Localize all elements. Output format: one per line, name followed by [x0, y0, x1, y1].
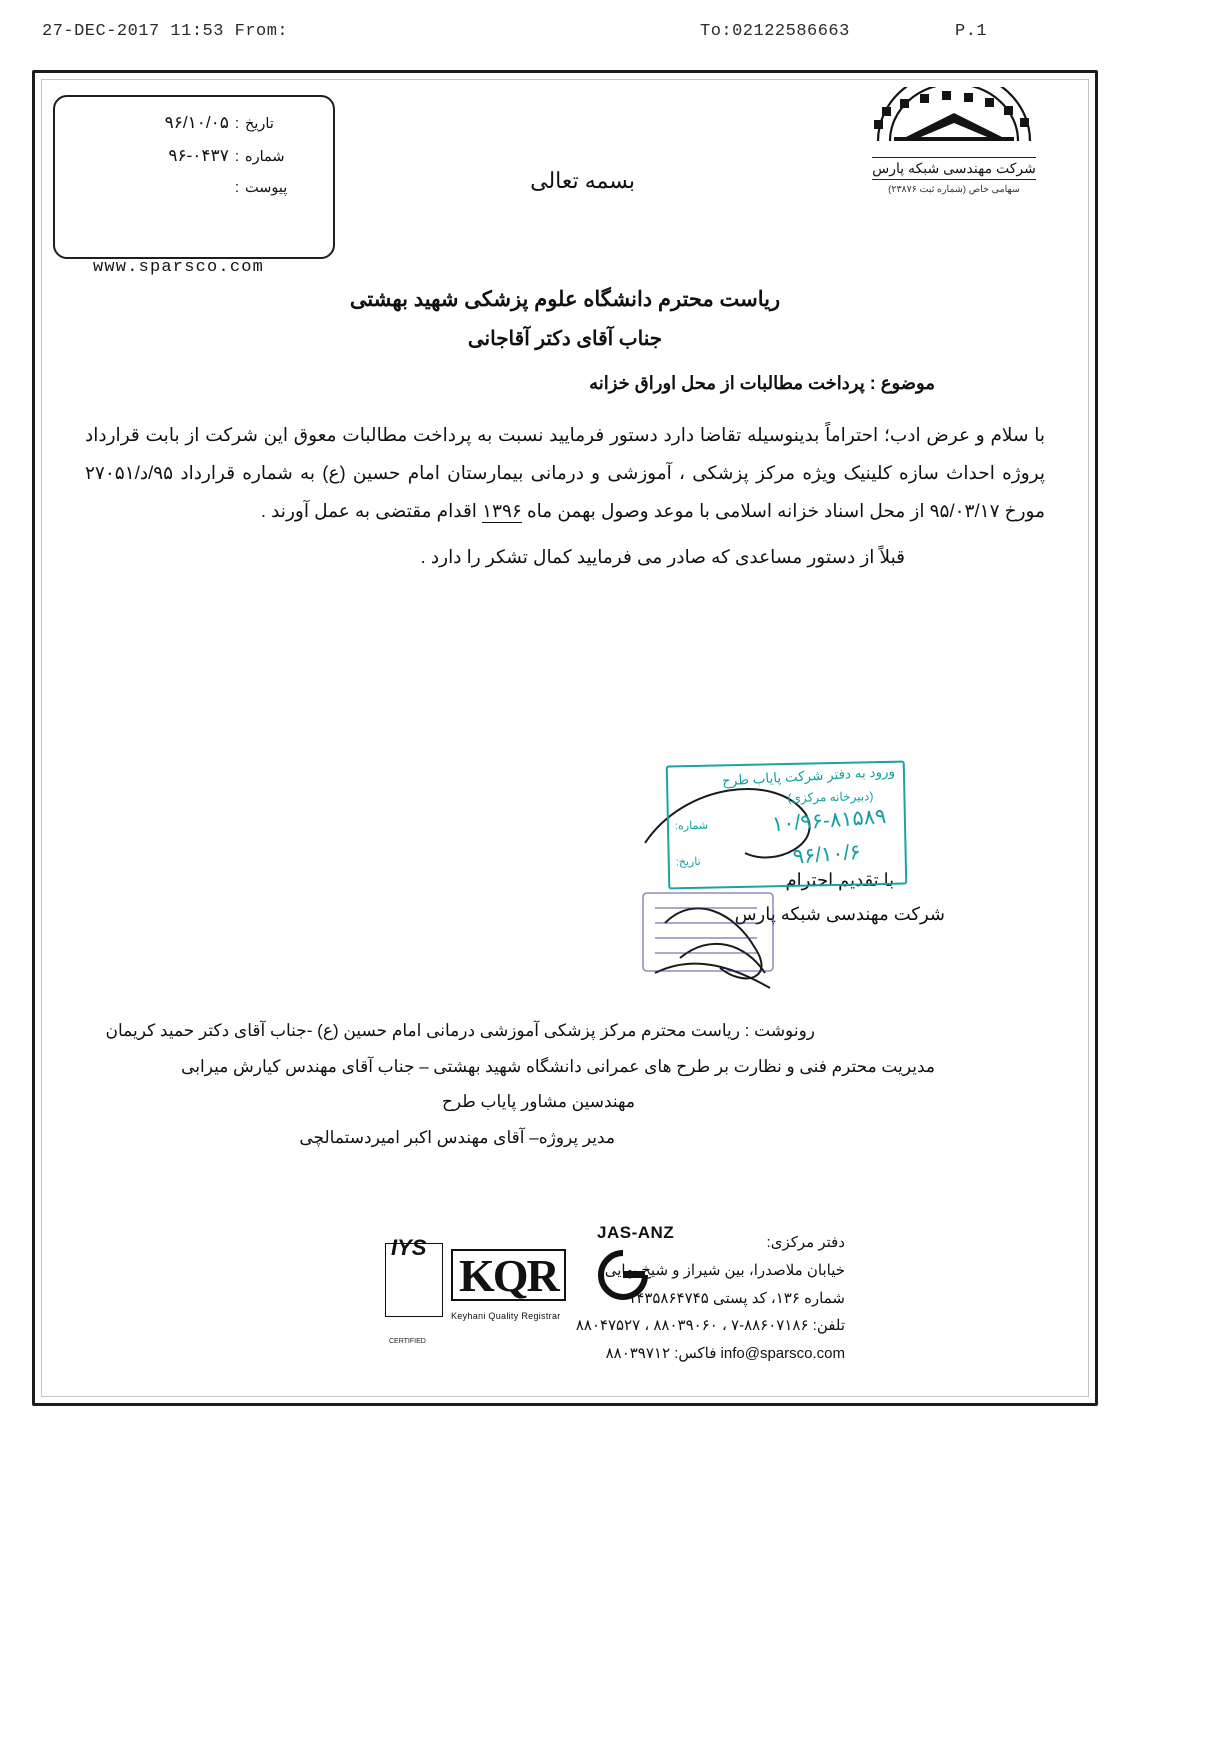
letter-paragraph-2: قبلاً از دستور مساعدی که صادر می فرمایید کمال تشکر را دارد .	[420, 545, 905, 567]
letter-subject: موضوع : پرداخت مطالبات از محل اوراق خزانه	[589, 373, 935, 393]
letterhead-fields	[69, 113, 319, 209]
company-registration-text: سهامی خاص (شماره ثبت ۲۳۸۷۶)	[888, 184, 1020, 195]
stamp-title: ورود به دفتر شرکت پایاب طرح	[721, 763, 896, 789]
footer-address-block	[576, 1229, 845, 1368]
signature-block	[735, 863, 945, 931]
paragraph-1-underlined-year: ۱۳۹۶	[482, 499, 522, 521]
footer-email-fax-line: info@sparsco.com فاکس: ۸۸۰۳۹۷۱۲	[605, 1345, 845, 1362]
attachment-colon: :	[234, 179, 239, 196]
footer-office-label: دفتر مرکزی:	[766, 1234, 845, 1251]
fax-transmission-header	[0, 22, 1228, 48]
fax-to-text: To:02122586663	[700, 22, 850, 41]
number-label: شماره	[245, 149, 285, 165]
attachment-label: پیوست	[245, 180, 288, 196]
footer-address-line-1: خیابان ملاصدرا، بین شیراز و شیخ بهایی	[604, 1261, 845, 1279]
kqr-logo-caption: Keyhani Quality Registrar	[451, 1311, 561, 1321]
date-label: تاریخ	[245, 116, 274, 132]
basmala-text: بسمه تعالی	[530, 168, 635, 193]
paragraph-1-part-a: با سلام و عرض ادب؛ احتراماً بدینوسیله تقاضا دارد دستور فرمایید نسبت به پرداخت مطالبات معوق این شرکت از بابت قرارداد پروژه احداث سازه کلینیک ویژه مرکز پزشکی ، آموزشی و درمانی بیمارستان امام حسین (ع) به شماره قرارداد ۹۵/د/۲۷۰۵۱ مورخ ۹۵/۰۳/۱۷ از محل اسناد خزانه اسلامی با موعد وصول بهمن ماه	[85, 424, 1045, 521]
company-logo	[839, 87, 1069, 195]
stamp-date-value: ۹۶/۱۰/۶	[791, 840, 862, 869]
fax-page-number: P.1	[955, 22, 988, 41]
addressee-line-2: جناب آقای دکتر آقاجانی	[467, 328, 663, 350]
letterhead-info-box	[53, 95, 335, 259]
number-value: ۹۶-۰۴۳۷	[168, 146, 229, 165]
letterhead-attachment-row	[69, 179, 319, 196]
letter-footer	[35, 1219, 1095, 1389]
cc-line-2: مدیریت محترم فنی و نظارت بر طرح های عمرانی دانشگاه شهید بهشتی – جناب آقای مهندس کیارش میرابی	[181, 1056, 935, 1076]
cc-line-4: مدیر پروژه– آقای مهندس اکبر امیردستمالچی	[299, 1128, 615, 1148]
company-website: www.sparsco.com	[93, 258, 265, 277]
letter-body	[75, 283, 1055, 568]
signature-line-1: با تقدیم احترام	[785, 870, 895, 890]
number-colon: :	[234, 148, 239, 165]
gear-logo-icon	[854, 87, 1054, 155]
stamp-number-value: ۱۰/۹۶-۸۱۵۸۹	[770, 804, 887, 837]
addressee-line-1: ریاست محترم دانشگاه علوم پزشکی شهید بهشتی	[349, 288, 781, 311]
carbon-copy-list	[95, 1013, 1035, 1156]
date-colon: :	[234, 115, 239, 132]
iys-logo-box	[385, 1243, 443, 1317]
iys-logo-text: IYS	[391, 1235, 427, 1260]
company-name-text: شرکت مهندسی شبکه پارس	[872, 157, 1036, 180]
letterhead-number-row	[69, 146, 319, 166]
date-value: ۹۶/۱۰/۰۵	[164, 113, 229, 132]
cc-line-1: رونوشت : ریاست محترم مرکز پزشکی آموزشی درمانی امام حسین (ع) -جناب آقای دکتر حمید کریمان	[105, 1021, 815, 1040]
handwritten-signature	[625, 773, 945, 1033]
cc-line-3: مهندسین مشاور پایاب طرح	[441, 1092, 635, 1112]
receipt-stamp	[666, 761, 908, 890]
stamp-number-label: شماره:	[674, 819, 709, 833]
letter-paragraph-1	[75, 416, 1055, 530]
stamp-date-label: تاریخ:	[675, 855, 701, 869]
kqr-logo-text: KQR	[451, 1249, 566, 1301]
jasanz-circle-icon	[593, 1245, 653, 1305]
iys-logo-caption: CERTIFIED	[389, 1338, 426, 1345]
certification-logos	[385, 1219, 705, 1349]
paragraph-1-part-b: اقدام مقتضی به عمل آورند .	[260, 499, 483, 521]
signature-line-2: شرکت مهندسی شبکه پارس	[734, 904, 945, 925]
jasanz-logo-text: JAS-ANZ	[597, 1223, 675, 1242]
fax-from-text: 27-DEC-2017 11:53 From:	[42, 22, 289, 41]
letterhead-date-row	[69, 113, 319, 133]
scanned-page-border	[32, 70, 1098, 1406]
stamp-subtitle: (دبیرخانه مرکزی)	[787, 789, 874, 805]
footer-address-line-2: شماره ۱۳۶، کد پستی ۱۴۳۵۸۶۴۷۴۵	[628, 1289, 845, 1307]
footer-phone-line: تلفن: ۸۸۶۰۷۱۸۶-۷ ، ۸۸۰۳۹۰۶۰ ، ۸۸۰۴۷۵۲۷	[575, 1317, 845, 1335]
